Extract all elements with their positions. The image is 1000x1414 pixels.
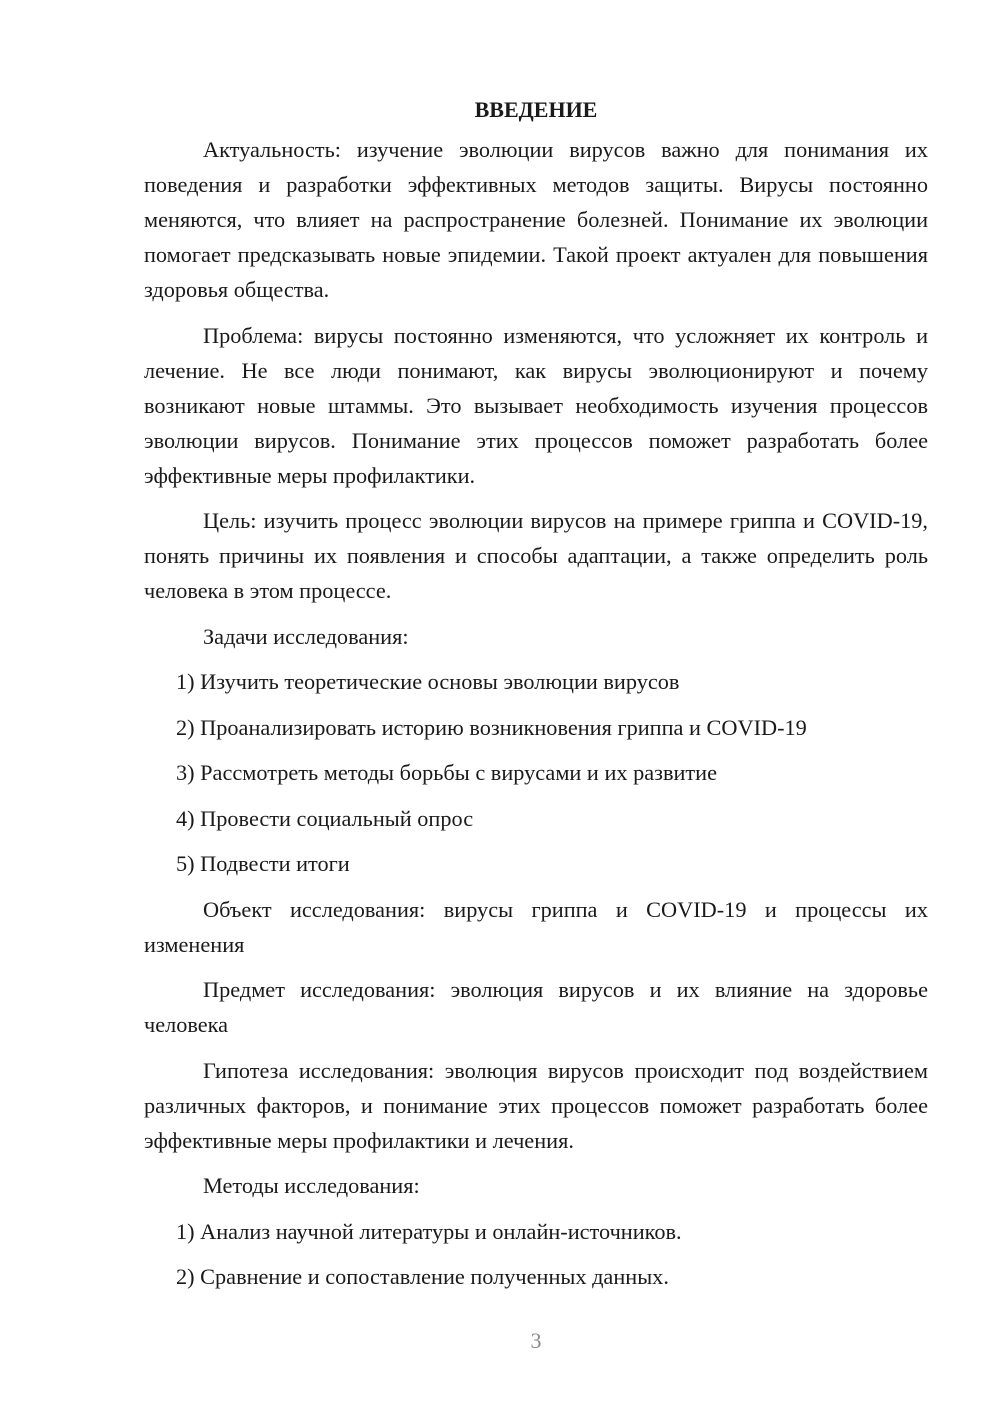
task-item: 4) Провести социальный опрос [176, 805, 474, 831]
task-item: 2) Проанализировать историю возникновения гриппа и COVID-19 [176, 714, 807, 740]
document-page [144, 88, 928, 1305]
method-item: 2) Сравнение и сопоставление полученных данных. [176, 1264, 669, 1289]
object-paragraph: Объект исследования: вирусы гриппа и COVID-19 и процессы их изменения [144, 896, 928, 957]
goal-paragraph: Цель: изучить процесс эволюции вирусов на примере гриппа и COVID-19, понять причины их появления и способы адаптации, а также определить роль человека в этом процессе. [144, 508, 928, 603]
tasks-heading: Задачи исследования: [203, 623, 409, 649]
task-item: 1) Изучить теоретические основы эволюции вирусов [176, 669, 680, 694]
task-item: 3) Рассмотреть методы борьбы с вирусами и их развитие [176, 760, 717, 785]
relevance-paragraph: Актуальность: изучение эволюции вирусов важно для понимания их поведения и разработки эффективных методов защиты. Вирусы постоянно меняются, что влияет на распространение болезней. Понимание их эволюции помогает предсказывать новые эпидемии. Такой проект актуален для повышения здоровья общества. [144, 137, 928, 302]
hypothesis-paragraph: Гипотеза исследования: эволюция вирусов происходит под воздействием различных факторов, и понимание этих процессов поможет разработать более эффективные меры профилактики и лечения. [144, 1057, 928, 1153]
problem-paragraph: Проблема: вирусы постоянно изменяются, что усложняет их контроль и лечение. Не все люди понимают, как вирусы эволюционируют и почему возникают новые штаммы. Это вызывает необходимость изучения процессов эволюции вирусов. Понимание этих процессов поможет разработать более эффективные меры профилактики. [144, 322, 928, 488]
section-title: ВВЕДЕНИЕ [474, 97, 598, 122]
task-item: 5) Подвести итоги [176, 851, 350, 876]
method-item: 1) Анализ научной литературы и онлайн-источников. [176, 1218, 682, 1244]
methods-list [144, 1214, 928, 1295]
methods-heading: Методы исследования: [203, 1173, 420, 1198]
subject-paragraph: Предмет исследования: эволюция вирусов и их влияние на здоровье человека [144, 977, 928, 1037]
tasks-list [144, 664, 928, 881]
page-number: 3 [530, 1328, 542, 1353]
